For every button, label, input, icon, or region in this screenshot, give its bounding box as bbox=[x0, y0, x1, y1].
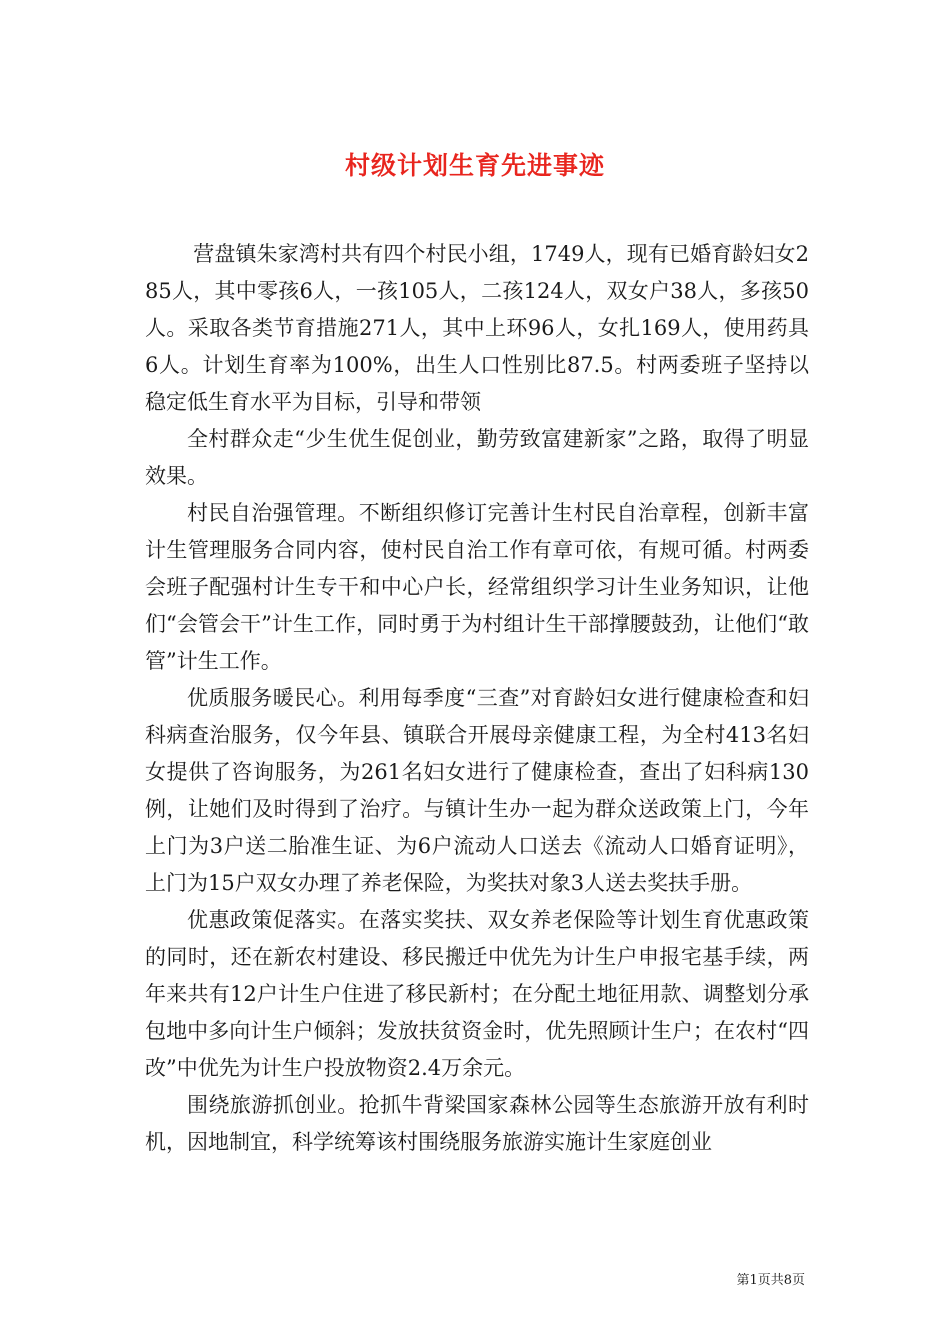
paragraph-intro: 营盘镇朱家湾村共有四个村民小组，1749人，现有已婚育龄妇女285人，其中零孩6人，一孩105人，二孩124人，双女户38人，多孩50人。采取各类节育措施271人，其中上环96人，女扎169人，使用药具6人。计划生育率为100%，出生人口性别比87.5。村两委班子坚持以稳定低生育水平为目标，引导和带领 bbox=[145, 242, 809, 414]
document-body bbox=[145, 236, 809, 1161]
paragraph-self-governance: 村民自治强管理。不断组织修订完善计生村民自治章程，创新丰富计生管理服务合同内容，使村民自治工作有章可依，有规可循。村两委会班子配强村计生专干和中心户长，经常组织学习计生业务知识，让他们“会管会干”计生工作，同时勇于为村组计生干部撑腰鼓劲，让他们“敢管”计生工作。 bbox=[145, 501, 809, 673]
document-title: 村级计划生育先进事迹 bbox=[344, 150, 605, 180]
paragraph-tourism: 围绕旅游抓创业。抢抓牛背梁国家森林公园等生态旅游开放有利时机，因地制宜，科学统筹该村围绕服务旅游实施计生家庭创业 bbox=[145, 1093, 809, 1154]
paragraph-quality-service: 优质服务暖民心。利用每季度“三查”对育龄妇女进行健康检查和妇科病查治服务，仅今年县、镇联合开展母亲健康工程，为全村413名妇女提供了咨询服务，为261名妇女进行了健康检查，查出了妇科病130例，让她们及时得到了治疗。与镇计生办一起为群众送政策上门，今年上门为3户送二胎准生证、为6户流动人口送去《流动人口婚育证明》，上门为15户双女办理了养老保险，为奖扶对象3人送去奖扶手册。 bbox=[145, 686, 809, 895]
page-number: 第1页共8页 bbox=[736, 1273, 805, 1288]
paragraph-effect: 全村群众走“少生优生促创业，勤劳致富建新家”之路，取得了明显效果。 bbox=[145, 427, 809, 488]
paragraph-preferential-policy: 优惠政策促落实。在落实奖扶、双女养老保险等计划生育优惠政策的同时，还在新农村建设、移民搬迁中优先为计生户申报宅基手续，两年来共有12户计生户住进了移民新村；在分配土地征用款、调整划分承包地中多向计生户倾斜；发放扶贫资金时，优先照顾计生户；在农村“四改”中优先为计生户投放物资2.4万余元。 bbox=[145, 908, 809, 1080]
